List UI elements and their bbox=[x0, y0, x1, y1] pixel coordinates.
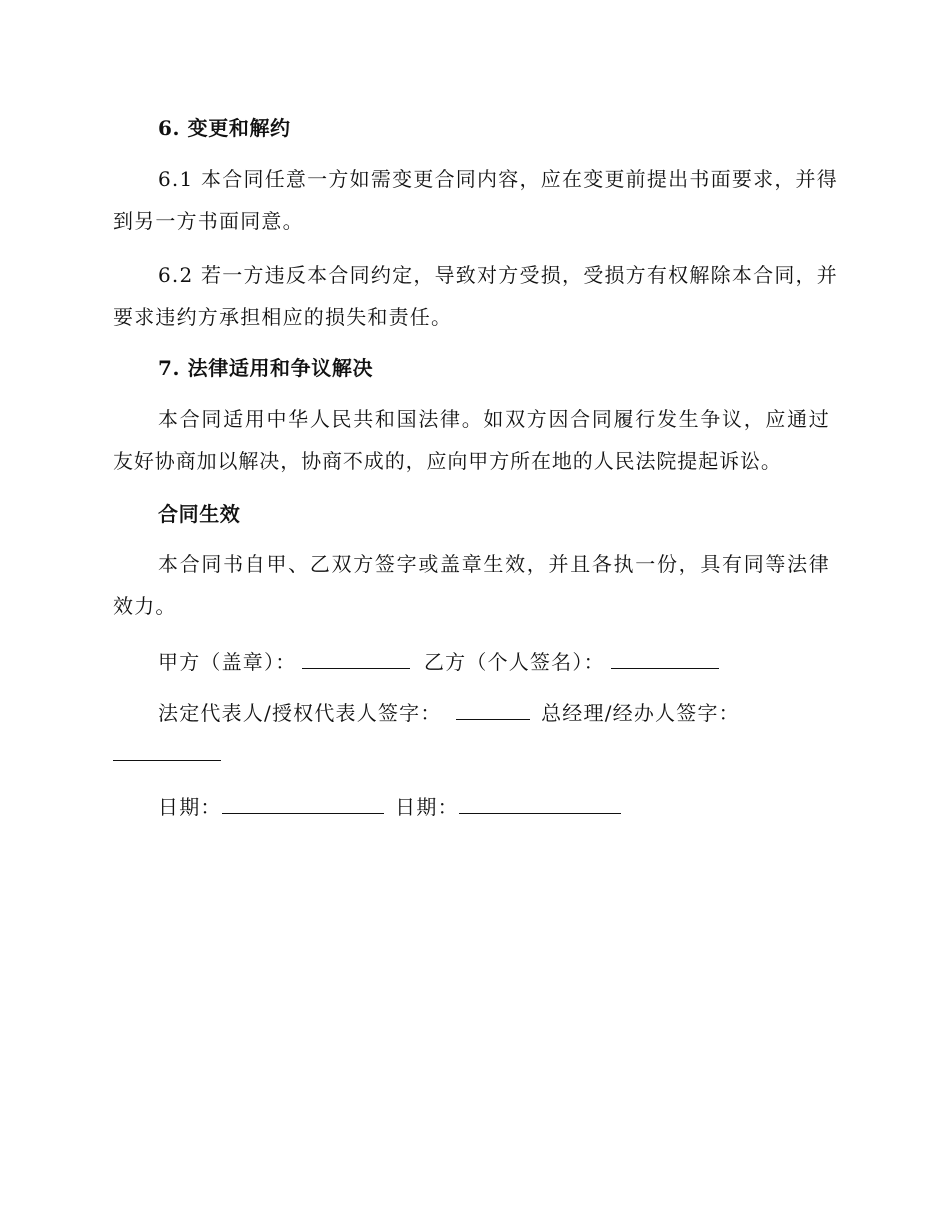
party-b-label: 乙方（个人签名）： bbox=[423, 650, 605, 674]
effect-heading: 合同生效 bbox=[158, 502, 241, 526]
section-7-heading: 7. 法律适用和争议解决 bbox=[158, 356, 374, 380]
date-label-2: 日期： bbox=[395, 795, 459, 819]
party-a-signature-blank bbox=[302, 648, 410, 669]
clause-6-2-line-1: 6.2 若一方违反本合同约定，导致对方受损，受损方有权解除本合同，并 bbox=[158, 263, 838, 287]
clause-6-1-line-1: 6.1 本合同任意一方如需变更合同内容，应在变更前提出书面要求，并得 bbox=[158, 167, 838, 191]
clause-6-1-line-2: 到另一方书面同意。 bbox=[113, 209, 304, 233]
section-7-line-1: 本合同适用中华人民共和国法律。如双方因合同履行发生争议，应通过 bbox=[158, 407, 830, 431]
party-a-label: 甲方（盖章）： bbox=[158, 650, 297, 674]
party-b-signature-blank bbox=[611, 648, 719, 669]
date-label-1: 日期： bbox=[158, 795, 222, 819]
effect-line-1: 本合同书自甲、乙双方签字或盖章生效，并且各执一份，具有同等法律 bbox=[158, 552, 830, 576]
effect-line-2: 效力。 bbox=[113, 594, 177, 618]
signature-row-parties bbox=[158, 648, 719, 674]
clause-6-2-line-2: 要求违约方承担相应的损失和责任。 bbox=[113, 305, 453, 329]
section-7-line-2: 友好协商加以解决，协商不成的，应向甲方所在地的人民法院提起诉讼。 bbox=[113, 449, 782, 473]
section-6-heading: 6. 变更和解约 bbox=[158, 116, 291, 140]
legal-rep-label: 法定代表人/授权代表人签字： bbox=[158, 701, 442, 725]
gm-label: 总经理/经办人签字： bbox=[541, 701, 740, 725]
gm-signature-row bbox=[113, 740, 221, 766]
date-2-blank bbox=[459, 793, 621, 814]
signature-row-dates bbox=[158, 793, 621, 819]
signature-row-representatives bbox=[158, 699, 740, 725]
gm-signature-blank bbox=[113, 740, 221, 761]
legal-rep-signature-blank bbox=[456, 699, 530, 720]
date-1-blank bbox=[222, 793, 384, 814]
